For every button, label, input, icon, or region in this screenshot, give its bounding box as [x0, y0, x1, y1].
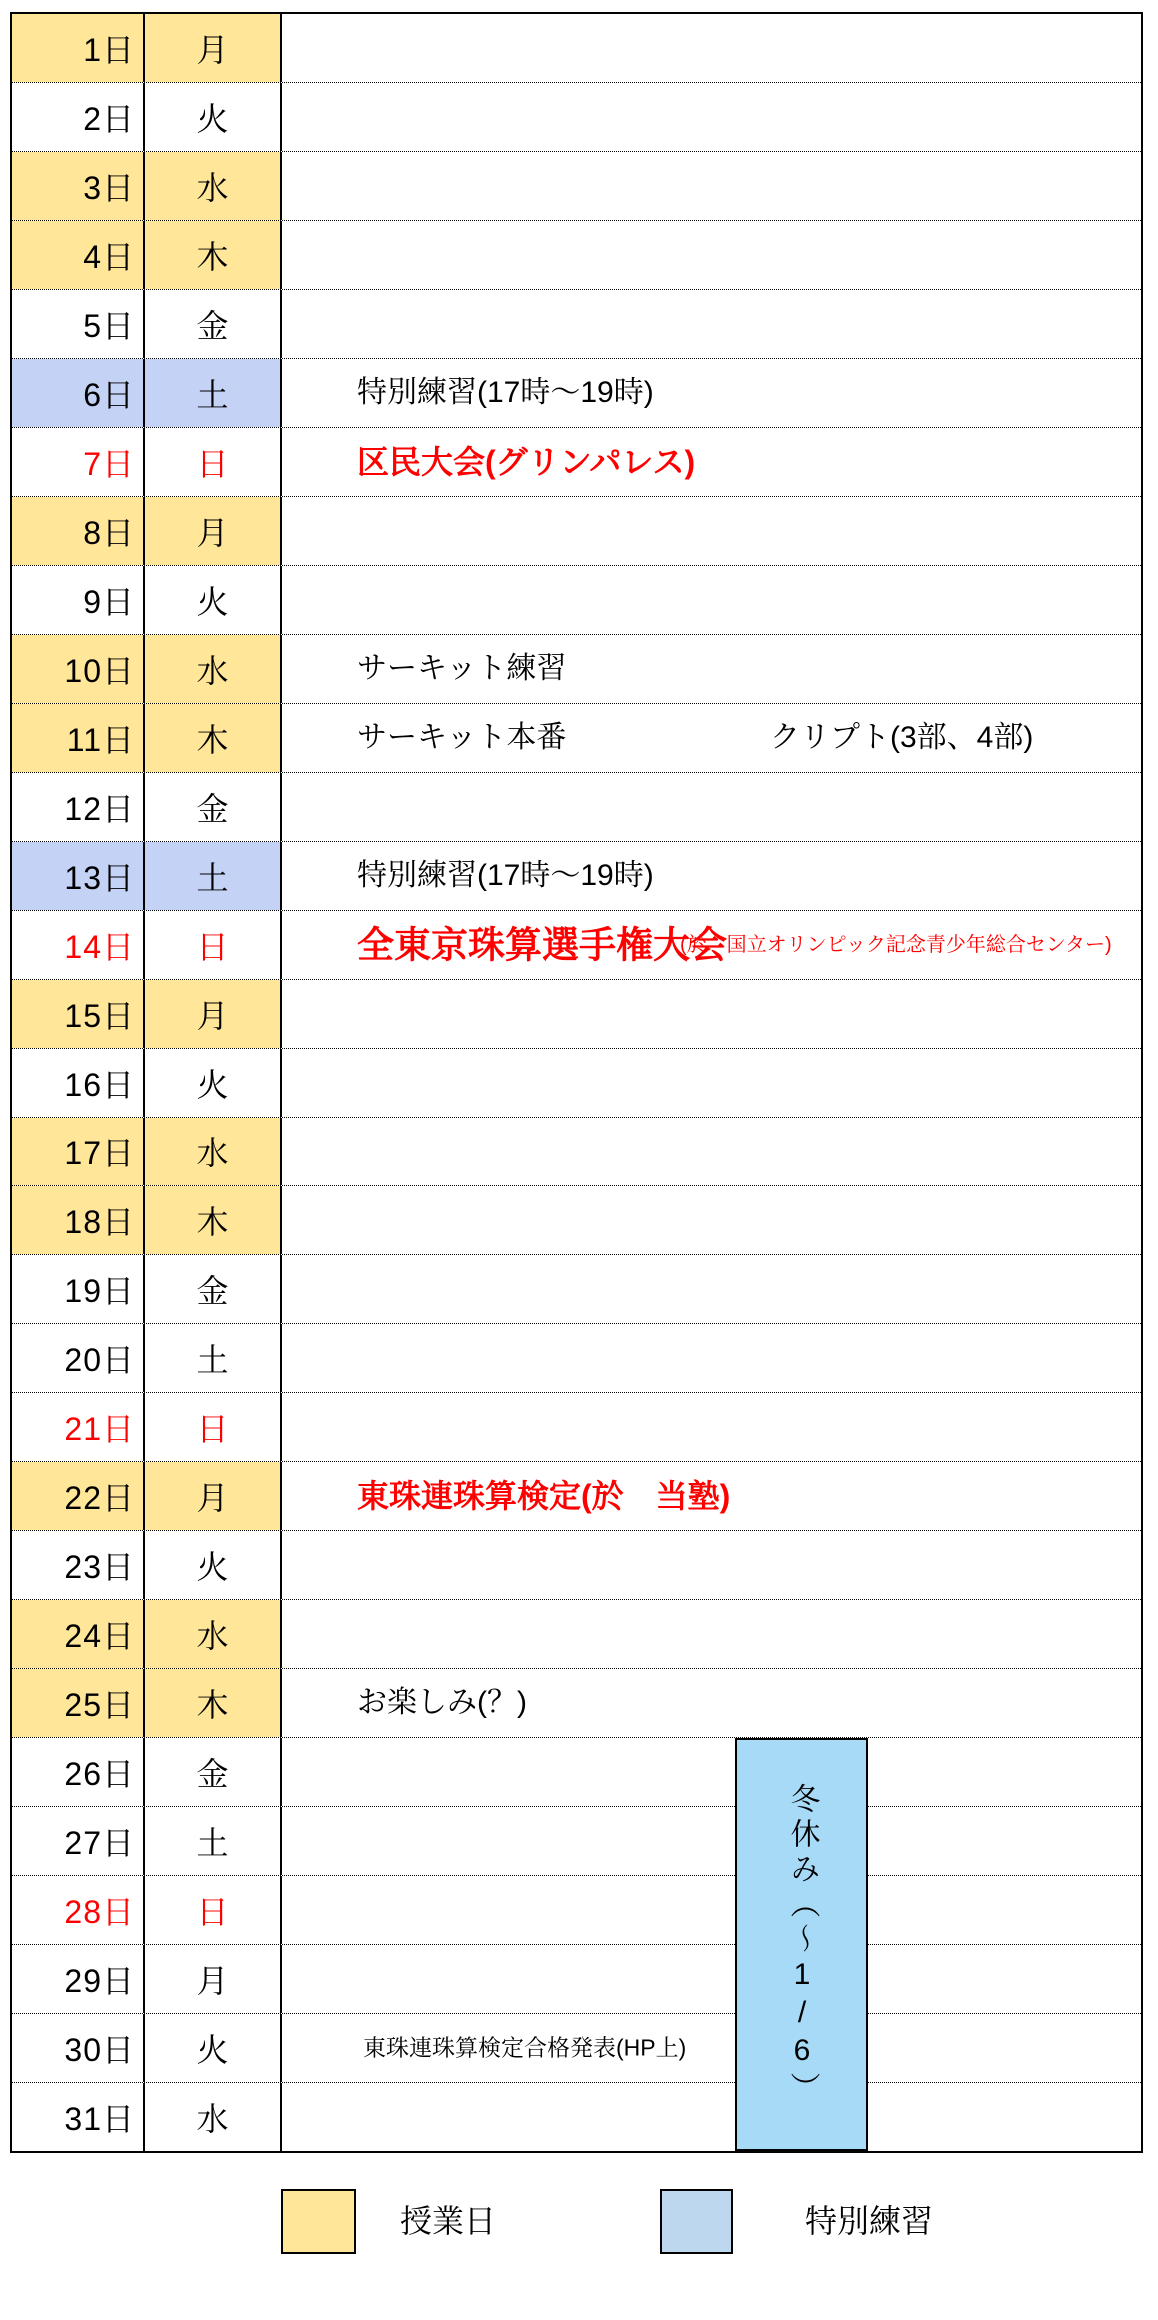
table-row	[12, 1049, 1141, 1118]
event-text: 全東京珠算選手権大会	[357, 924, 727, 966]
date-cell: 20日	[12, 1324, 145, 1392]
day-cell: 日	[145, 428, 282, 496]
table-row	[12, 773, 1141, 842]
event-cell	[282, 1669, 1141, 1737]
date-cell: 15日	[12, 980, 145, 1048]
event-cell	[282, 2083, 1141, 2151]
date-cell: 17日	[12, 1118, 145, 1186]
table-row	[12, 1807, 1141, 1876]
table-row	[12, 911, 1141, 980]
event-text: サーキット本番	[357, 720, 567, 754]
table-row	[12, 1738, 1141, 1807]
table-row	[12, 2083, 1141, 2151]
day-cell: 水	[145, 1118, 282, 1186]
event-cell	[282, 152, 1141, 220]
table-row	[12, 704, 1141, 773]
table-row	[12, 152, 1141, 221]
day-cell: 水	[145, 152, 282, 220]
table-row	[12, 842, 1141, 911]
event-cell	[282, 566, 1141, 634]
event-text: 区民大会(グリンパレス)	[357, 443, 696, 480]
event-text: 東珠連珠算検定(於 当塾)	[357, 1478, 731, 1515]
table-row	[12, 359, 1141, 428]
table-row	[12, 1945, 1141, 2014]
event-text: (於 国立オリンピック記念青少年総合センター)	[680, 933, 1112, 956]
event-text: 東珠連珠算検定合格発表(HP上)	[363, 2034, 687, 2061]
day-cell: 月	[145, 1945, 282, 2013]
table-row	[12, 1186, 1141, 1255]
legend-label-lesson-day: 授業日	[400, 2203, 497, 2239]
date-cell: 4日	[12, 221, 145, 289]
date-cell: 6日	[12, 359, 145, 427]
day-cell: 木	[145, 704, 282, 772]
event-cell	[282, 1807, 1141, 1875]
event-cell	[282, 1876, 1141, 1944]
event-cell	[282, 1324, 1141, 1392]
calendar-table	[10, 12, 1143, 2153]
table-row	[12, 2014, 1141, 2083]
event-text: お楽しみ(？)	[357, 1686, 527, 1720]
table-row	[12, 1531, 1141, 1600]
day-cell: 日	[145, 911, 282, 979]
table-row	[12, 497, 1141, 566]
date-cell: 26日	[12, 1738, 145, 1806]
event-cell	[282, 1531, 1141, 1599]
event-cell	[282, 773, 1141, 841]
day-cell: 火	[145, 1531, 282, 1599]
event-cell	[282, 83, 1141, 151]
date-cell: 22日	[12, 1462, 145, 1530]
day-cell: 土	[145, 1807, 282, 1875]
table-row	[12, 1118, 1141, 1187]
event-cell	[282, 842, 1141, 910]
table-row	[12, 428, 1141, 497]
table-row	[12, 1876, 1141, 1945]
winter-break-box	[735, 1738, 868, 2151]
day-cell: 火	[145, 566, 282, 634]
event-cell	[282, 1049, 1141, 1117]
event-cell	[282, 911, 1141, 979]
day-cell: 火	[145, 2014, 282, 2082]
event-cell	[282, 2014, 1141, 2082]
event-cell	[282, 704, 1141, 772]
date-cell: 25日	[12, 1669, 145, 1737]
date-cell: 30日	[12, 2014, 145, 2082]
table-row	[12, 14, 1141, 83]
date-cell: 11日	[12, 704, 145, 772]
event-text: 特別練習(17時～19時)	[357, 858, 654, 892]
date-cell: 7日	[12, 428, 145, 496]
day-cell: 金	[145, 1738, 282, 1806]
date-cell: 16日	[12, 1049, 145, 1117]
event-cell	[282, 1118, 1141, 1186]
date-cell: 31日	[12, 2083, 145, 2151]
day-cell: 木	[145, 221, 282, 289]
table-row	[12, 980, 1141, 1049]
day-cell: 水	[145, 635, 282, 703]
date-cell: 24日	[12, 1600, 145, 1668]
winter-break-label: 冬休み（～1/6）	[785, 1782, 819, 2107]
date-cell: 14日	[12, 911, 145, 979]
event-cell	[282, 1255, 1141, 1323]
day-cell: 火	[145, 83, 282, 151]
date-cell: 5日	[12, 290, 145, 358]
table-row	[12, 1324, 1141, 1393]
day-cell: 土	[145, 1324, 282, 1392]
event-cell	[282, 635, 1141, 703]
event-cell	[282, 1600, 1141, 1668]
table-row	[12, 221, 1141, 290]
legend-swatch-special-practice	[660, 2189, 733, 2254]
date-cell: 18日	[12, 1186, 145, 1254]
event-text: クリプト(3部、4部)	[770, 720, 1034, 754]
day-cell: 木	[145, 1186, 282, 1254]
date-cell: 1日	[12, 14, 145, 82]
event-text: 特別練習(17時～19時)	[357, 375, 654, 409]
day-cell: 月	[145, 497, 282, 565]
event-cell	[282, 1945, 1141, 2013]
legend-swatch-lesson-day	[281, 2189, 356, 2254]
day-cell: 金	[145, 773, 282, 841]
day-cell: 水	[145, 1600, 282, 1668]
day-cell: 土	[145, 359, 282, 427]
day-cell: 月	[145, 980, 282, 1048]
day-cell: 金	[145, 1255, 282, 1323]
date-cell: 10日	[12, 635, 145, 703]
table-row	[12, 635, 1141, 704]
event-text: サーキット練習	[357, 651, 567, 685]
date-cell: 13日	[12, 842, 145, 910]
date-cell: 8日	[12, 497, 145, 565]
event-cell	[282, 497, 1141, 565]
day-cell: 日	[145, 1876, 282, 1944]
legend-label-special-practice: 特別練習	[805, 2203, 934, 2239]
day-cell: 日	[145, 1393, 282, 1461]
day-cell: 水	[145, 2083, 282, 2151]
event-cell	[282, 14, 1141, 82]
date-cell: 12日	[12, 773, 145, 841]
table-row	[12, 1462, 1141, 1531]
event-cell	[282, 1738, 1141, 1806]
date-cell: 21日	[12, 1393, 145, 1461]
event-cell	[282, 428, 1141, 496]
date-cell: 2日	[12, 83, 145, 151]
table-row	[12, 1669, 1141, 1738]
day-cell: 木	[145, 1669, 282, 1737]
event-cell	[282, 1393, 1141, 1461]
event-cell	[282, 221, 1141, 289]
date-cell: 9日	[12, 566, 145, 634]
table-row	[12, 1393, 1141, 1462]
table-row	[12, 1600, 1141, 1669]
date-cell: 3日	[12, 152, 145, 220]
event-cell	[282, 1186, 1141, 1254]
table-row	[12, 1255, 1141, 1324]
date-cell: 27日	[12, 1807, 145, 1875]
date-cell: 19日	[12, 1255, 145, 1323]
date-cell: 28日	[12, 1876, 145, 1944]
day-cell: 火	[145, 1049, 282, 1117]
event-cell	[282, 359, 1141, 427]
event-cell	[282, 980, 1141, 1048]
day-cell: 月	[145, 1462, 282, 1530]
day-cell: 金	[145, 290, 282, 358]
table-row	[12, 290, 1141, 359]
date-cell: 29日	[12, 1945, 145, 2013]
event-cell	[282, 290, 1141, 358]
date-cell: 23日	[12, 1531, 145, 1599]
day-cell: 土	[145, 842, 282, 910]
table-row	[12, 566, 1141, 635]
event-cell	[282, 1462, 1141, 1530]
day-cell: 月	[145, 14, 282, 82]
table-row	[12, 83, 1141, 152]
